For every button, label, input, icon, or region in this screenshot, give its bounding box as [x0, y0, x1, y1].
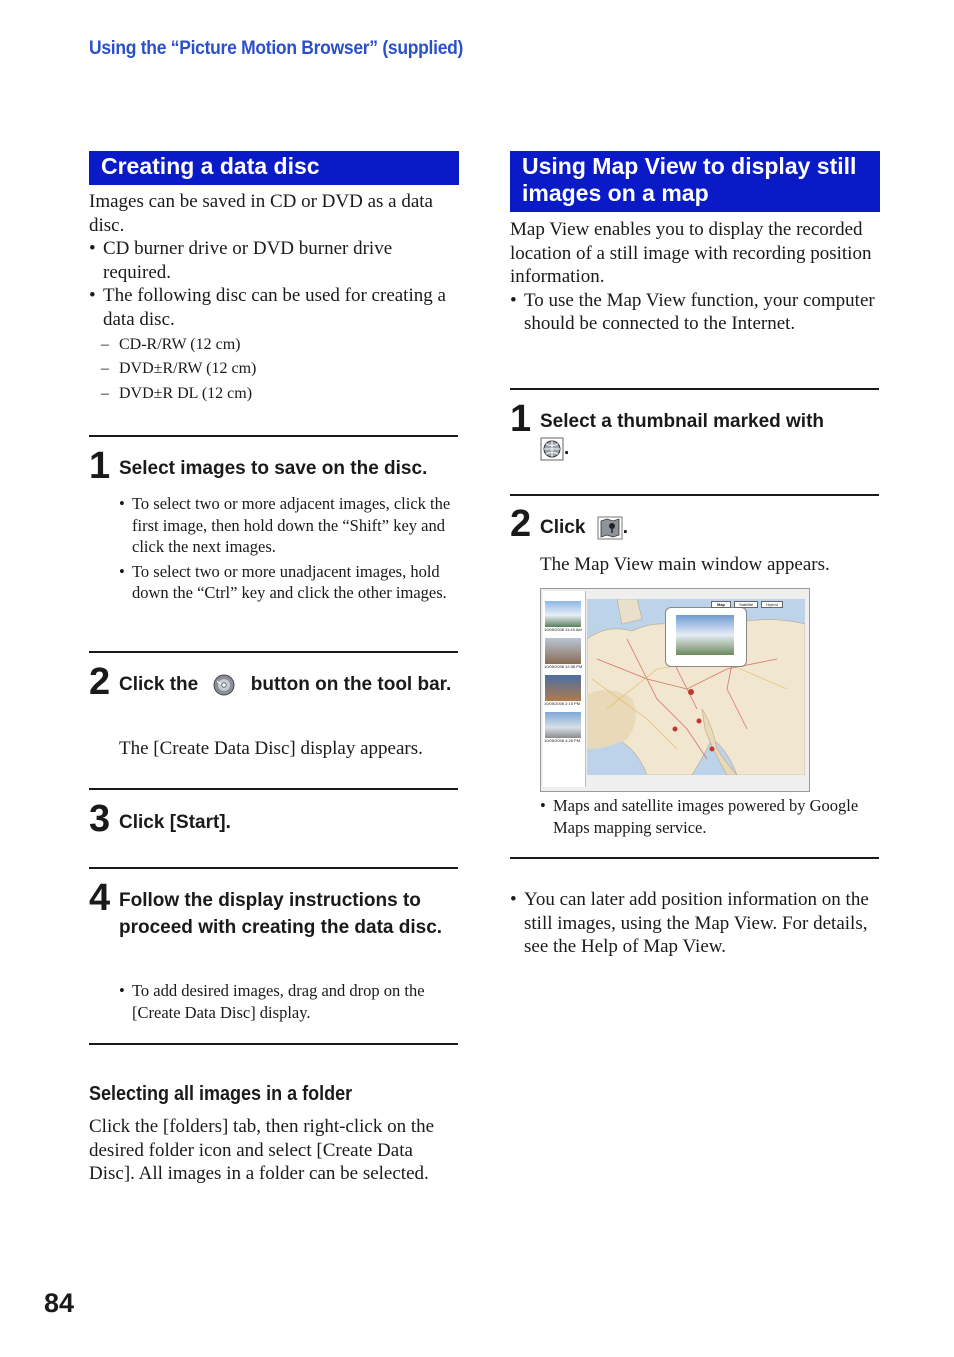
intro-paragraph: Images can be saved in CD or DVD as a data disc.	[89, 191, 433, 236]
step-number: 1	[510, 398, 532, 440]
step-title-part: button on the tool bar.	[250, 674, 452, 695]
step-number: 4	[89, 877, 111, 919]
thumbnail-image	[545, 601, 581, 627]
tab-hybrid[interactable]: Hybrid	[761, 601, 783, 608]
section-banner-map-view	[510, 151, 880, 212]
step-notes	[119, 980, 459, 1023]
subsection-text: Click the [folders] tab, then right-click on the desired folder icon and select [Create Data Disc]. All images in a folder can be selected.	[89, 1116, 435, 1185]
tab-map[interactable]: Map	[711, 601, 731, 608]
thumbnail-caption: 10/05/2008 2:15 PM	[544, 701, 581, 706]
map-area[interactable]	[587, 599, 805, 775]
running-head: Using the “Picture Motion Browser” (supplied)	[89, 38, 464, 59]
disc-type-item: – CD-R/RW (12 cm)	[101, 335, 241, 353]
right-intro-block	[510, 218, 875, 336]
divider	[89, 435, 458, 437]
step-title	[540, 514, 875, 541]
map-view-icon	[597, 516, 623, 540]
disc-type-item: – DVD±R DL (12 cm)	[101, 384, 253, 402]
disc-type-text: DVD±R/RW (12 cm)	[119, 360, 257, 378]
step-number: 2	[510, 503, 532, 545]
bullet-text: The following disc can be used for creating a data disc.	[103, 285, 446, 330]
note-item: • To select two or more adjacent images, click the first image, then hold down the “Shift” key and click the next images.	[119, 494, 451, 556]
step-title-part: Click	[540, 517, 586, 538]
map-popup	[665, 607, 747, 667]
step-title	[119, 671, 459, 698]
subsection-heading: Selecting all images in a folder	[89, 1083, 353, 1105]
step-number: 1	[89, 445, 111, 487]
divider	[510, 494, 879, 496]
bullet-item: • CD burner drive or DVD burner drive required.	[89, 238, 393, 283]
thumbnail-caption: 10/05/2008 4:26 PM	[544, 738, 581, 743]
section-banner-data-disc	[89, 151, 459, 185]
divider	[89, 1043, 458, 1045]
bullet-item: • To use the Map View function, your computer should be connected to the Internet.	[510, 289, 875, 335]
map-view-screenshot	[540, 588, 810, 792]
disc-type-text: CD-R/RW (12 cm)	[119, 335, 241, 353]
step-number: 2	[89, 661, 111, 703]
divider	[89, 651, 458, 653]
popup-photo	[676, 615, 734, 655]
note-text: Maps and satellite images powered by Google Maps mapping service.	[553, 796, 859, 837]
step-title: Follow the display instructions to proceed with creating the data disc.	[119, 890, 443, 938]
bullet-item: • The following disc can be used for creating a data disc.	[89, 285, 446, 330]
section-title: Using Map View to display still images on a map	[522, 153, 857, 206]
note-item: • To select two or more unadjacent images, hold down the “Ctrl” key and click the other images.	[119, 561, 447, 602]
step-title-part: Click the	[119, 674, 199, 695]
step-title-part: Select a thumbnail marked with	[540, 411, 825, 432]
thumbnail-image	[545, 675, 581, 701]
note-text: To select two or more adjacent images, click the first image, then hold down the “Shift” key and click the next images.	[132, 494, 451, 556]
thumbnail-image	[545, 638, 581, 664]
step-title-part: .	[622, 517, 628, 538]
thumbnail-caption: 10/05/2008 11:45 AM	[544, 627, 582, 632]
globe-icon	[540, 437, 564, 461]
disc-type-text: DVD±R DL (12 cm)	[119, 384, 253, 402]
step-result: The [Create Data Disc] display appears.	[119, 738, 423, 759]
bullet-text: To use the Map View function, your computer should be connected to the Internet.	[524, 289, 875, 335]
right-note	[510, 888, 878, 959]
note-text: To select two or more unadjacent images, hold down the “Ctrl” key and click the other images.	[132, 561, 447, 602]
left-intro-block	[89, 190, 459, 406]
section-title: Creating a data disc	[101, 153, 320, 179]
step-title	[540, 408, 875, 462]
page-number: 84	[44, 1288, 75, 1318]
divider	[89, 867, 458, 869]
bullet-text: You can later add position information on the still images, using the Map View. For details, see the Help of Map View.	[524, 889, 869, 958]
note-text: To add desired images, drag and drop on the [Create Data Disc] display.	[132, 981, 425, 1022]
intro-paragraph: Map View enables you to display the recorded location of a still image with recording position information.	[510, 219, 872, 288]
screenshot-note	[540, 795, 875, 838]
thumbnail-panel	[543, 591, 586, 787]
step-title: Select images to save on the disc.	[119, 458, 428, 479]
step-notes	[119, 493, 459, 604]
disc-type-item: – DVD±R/RW (12 cm)	[101, 360, 257, 378]
step-number: 3	[89, 798, 111, 840]
note-item: • To add desired images, drag and drop on the [Create Data Disc] display.	[119, 981, 425, 1022]
note-item: • Maps and satellite images powered by Google Maps mapping service.	[540, 796, 859, 837]
divider	[510, 388, 879, 390]
thumbnail-image	[545, 712, 581, 738]
divider	[89, 788, 458, 790]
divider	[510, 857, 879, 859]
bullet-item: • You can later add position information on the still images, using the Map View. For details, see the Help of Map View.	[510, 889, 869, 958]
step-title-part: .	[564, 438, 570, 459]
step-title: Click [Start].	[119, 812, 231, 833]
tab-satellite[interactable]: Satellite	[734, 601, 758, 608]
disc-icon	[211, 673, 237, 697]
step-result: The Map View main window appears.	[540, 554, 830, 575]
thumbnail-caption: 10/05/2008 12:38 PM	[544, 664, 583, 669]
map-type-tabs	[711, 601, 783, 608]
bullet-text: CD burner drive or DVD burner drive required.	[103, 238, 393, 283]
